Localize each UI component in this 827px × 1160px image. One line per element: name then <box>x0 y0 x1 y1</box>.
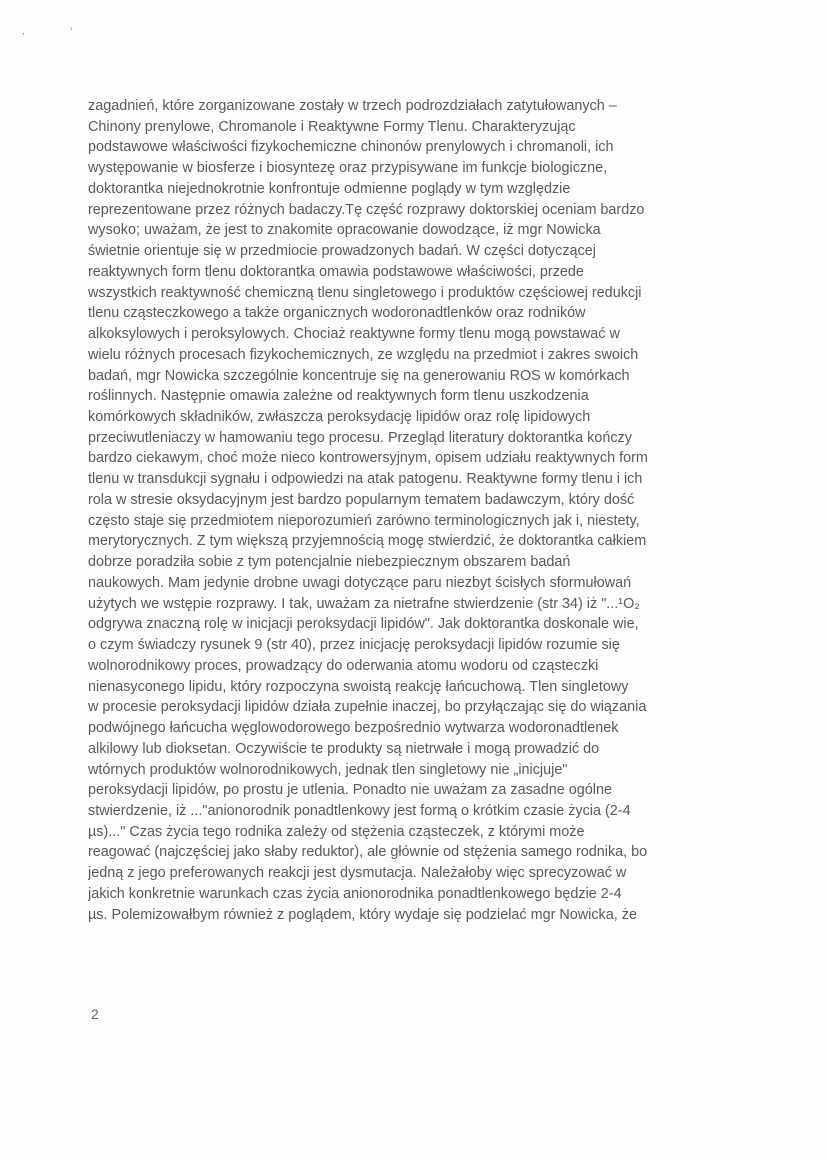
text-line: świetnie orientuje się w przedmiocie prowadzonych badań. W części dotyczącej <box>88 243 596 260</box>
text-line: alkoksylowych i peroksylowych. Chociaż reaktywne formy tlenu mogą powstawać w <box>88 326 620 343</box>
text-line: przeciwutleniaczy w hamowaniu tego procesu. Przegląd literatury doktorantka kończy <box>88 429 632 446</box>
text-line: zagadnień, które zorganizowane zostały w trzech podrozdziałach zatytułowanych – <box>88 98 617 114</box>
text-line: wolnorodnikowy proces, prowadzący do oderwania atomu wodoru od cząsteczki <box>88 657 599 674</box>
text-line: bardzo ciekawym, choć może nieco kontrowersyjnym, opisem udziału reaktywnych form <box>88 450 648 467</box>
text-line: o czym świadczy rysunek 9 (str 40), przez inicjację peroksydacji lipidów rozumie się <box>88 637 620 654</box>
text-line: reagować (najczęściej jako słaby reduktor), ale głównie od stężenia samego rodnika, bo <box>88 844 648 861</box>
text-line: dobrze poradziła sobie z tym potencjalnie niebezpiecznym obszarem badań <box>88 554 571 571</box>
text-line: Chinony prenylowe, Chromanole i Reaktywne Formy Tlenu. Charakteryzując <box>88 118 576 135</box>
text-line: stwierdzenie, iż ..."anionorodnik ponadtlenkowy jest formą o krótkim czasie życia (2-4 <box>88 802 631 819</box>
text-line: alkilowy lub dioksetan. Oczywiście te produkty są nietrwałe i mogą prowadzić do <box>88 740 600 757</box>
text-line: roślinnych. Następnie omawia zależne od reaktywnych form tlenu uszkodzenia <box>88 388 589 405</box>
scan-mark: ' <box>70 27 73 37</box>
text-line: odgrywa znaczną rolę w inicjacji peroksydacji lipidów". Jak doktorantka doskonale wie, <box>88 616 639 633</box>
text-line: użytych we wstępie rozprawy. I tak, uważam za nietrafne stwierdzenie (str 34) iż "...¹O₂ <box>88 595 640 612</box>
text-line: naukowych. Mam jedynie drobne uwagi dotyczące paru niezbyt ścisłych sformułowań <box>88 574 632 591</box>
text-line: badań, mgr Nowicka szczególnie koncentruje się na generowaniu ROS w komórkach <box>88 367 630 384</box>
text-line: podwójnego łańcucha węglowodorowego bezpośrednio wytwarza wodoronadtlenek <box>88 720 619 737</box>
text-line: reaktywnych form tlenu doktorantka omawia podstawowe właściwości, przede <box>88 263 584 280</box>
text-line: tlenu cząsteczkowego a także organicznych wodoronadtlenków oraz rodników <box>88 305 586 322</box>
scan-mark: , <box>22 27 25 37</box>
text-line: jakich konkretnie warunkach czas życia anionorodnika ponadtlenkowego będzie 2-4 <box>88 885 622 902</box>
text-line: merytorycznych. Z tym większą przyjemnością mogę stwierdzić, że doktorantka całkiem <box>88 533 647 550</box>
text-line: reprezentowane przez różnych badaczy.Tę część rozprawy doktorskiej oceniam bardzo <box>88 201 645 218</box>
text-line: wtórnych produktów wolnorodnikowych, jednak tlen singletowy nie „inicjuje" <box>88 761 568 778</box>
text-line: doktorantka niejednokrotnie konfrontuje odmienne poglądy w tym względzie <box>88 180 571 197</box>
body-paragraph <box>88 96 744 925</box>
text-line: nienasyconego lipidu, który rozpoczyna swoistą reakcję łańcuchową. Tlen singletowy <box>88 678 629 695</box>
text-line: komórkowych składników, zwłaszcza peroksydację lipidów oraz rolę lipidowych <box>88 409 591 426</box>
text-line: wszystkich reaktywność chemiczną tlenu singletowego i produktów częściowej redukcji <box>88 284 642 301</box>
text-line: peroksydacji lipidów, po prostu je utlenia. Ponadto nie uważam za zasadne ogólne <box>88 782 612 799</box>
text-line: występowanie w biosferze i biosyntezę oraz przypisywane im funkcje biologiczne, <box>88 160 608 177</box>
text-line: jedną z jego preferowanych reakcji jest dysmutacja. Należałoby więc sprecyzować w <box>88 865 627 882</box>
text-line: µs. Polemizowałbym również z poglądem, który wydaje się podzielać mgr Nowicka, że <box>88 906 637 923</box>
text-line: rola w stresie oksydacyjnym jest bardzo popularnym tematem badawczym, który dość <box>88 491 635 508</box>
text-line: często staje się przedmiotem nieporozumień zarówno terminologicznych jak i, niestety, <box>88 512 640 529</box>
page-number: 2 <box>91 1006 99 1022</box>
text-line: wysoko; uważam, że jest to znakomite opracowanie dowodzące, iż mgr Nowicka <box>88 222 601 239</box>
text-line: wielu różnych procesach fizykochemicznych, ze względu na przedmiot i zakres swoich <box>88 346 639 363</box>
text-line: w procesie peroksydacji lipidów działa zupełnie inaczej, bo przyłączając się do wiązania <box>88 699 647 716</box>
text-line: tlenu w transdukcji sygnału i odpowiedzi na atak patogenu. Reaktywne formy tlenu i ich <box>88 471 643 488</box>
text-line: µs)..." Czas życia tego rodnika zależy od stężenia cząsteczek, z którymi może <box>88 823 585 840</box>
text-line: podstawowe właściwości fizykochemiczne chinonów prenylowych i chromanoli, ich <box>88 139 614 156</box>
